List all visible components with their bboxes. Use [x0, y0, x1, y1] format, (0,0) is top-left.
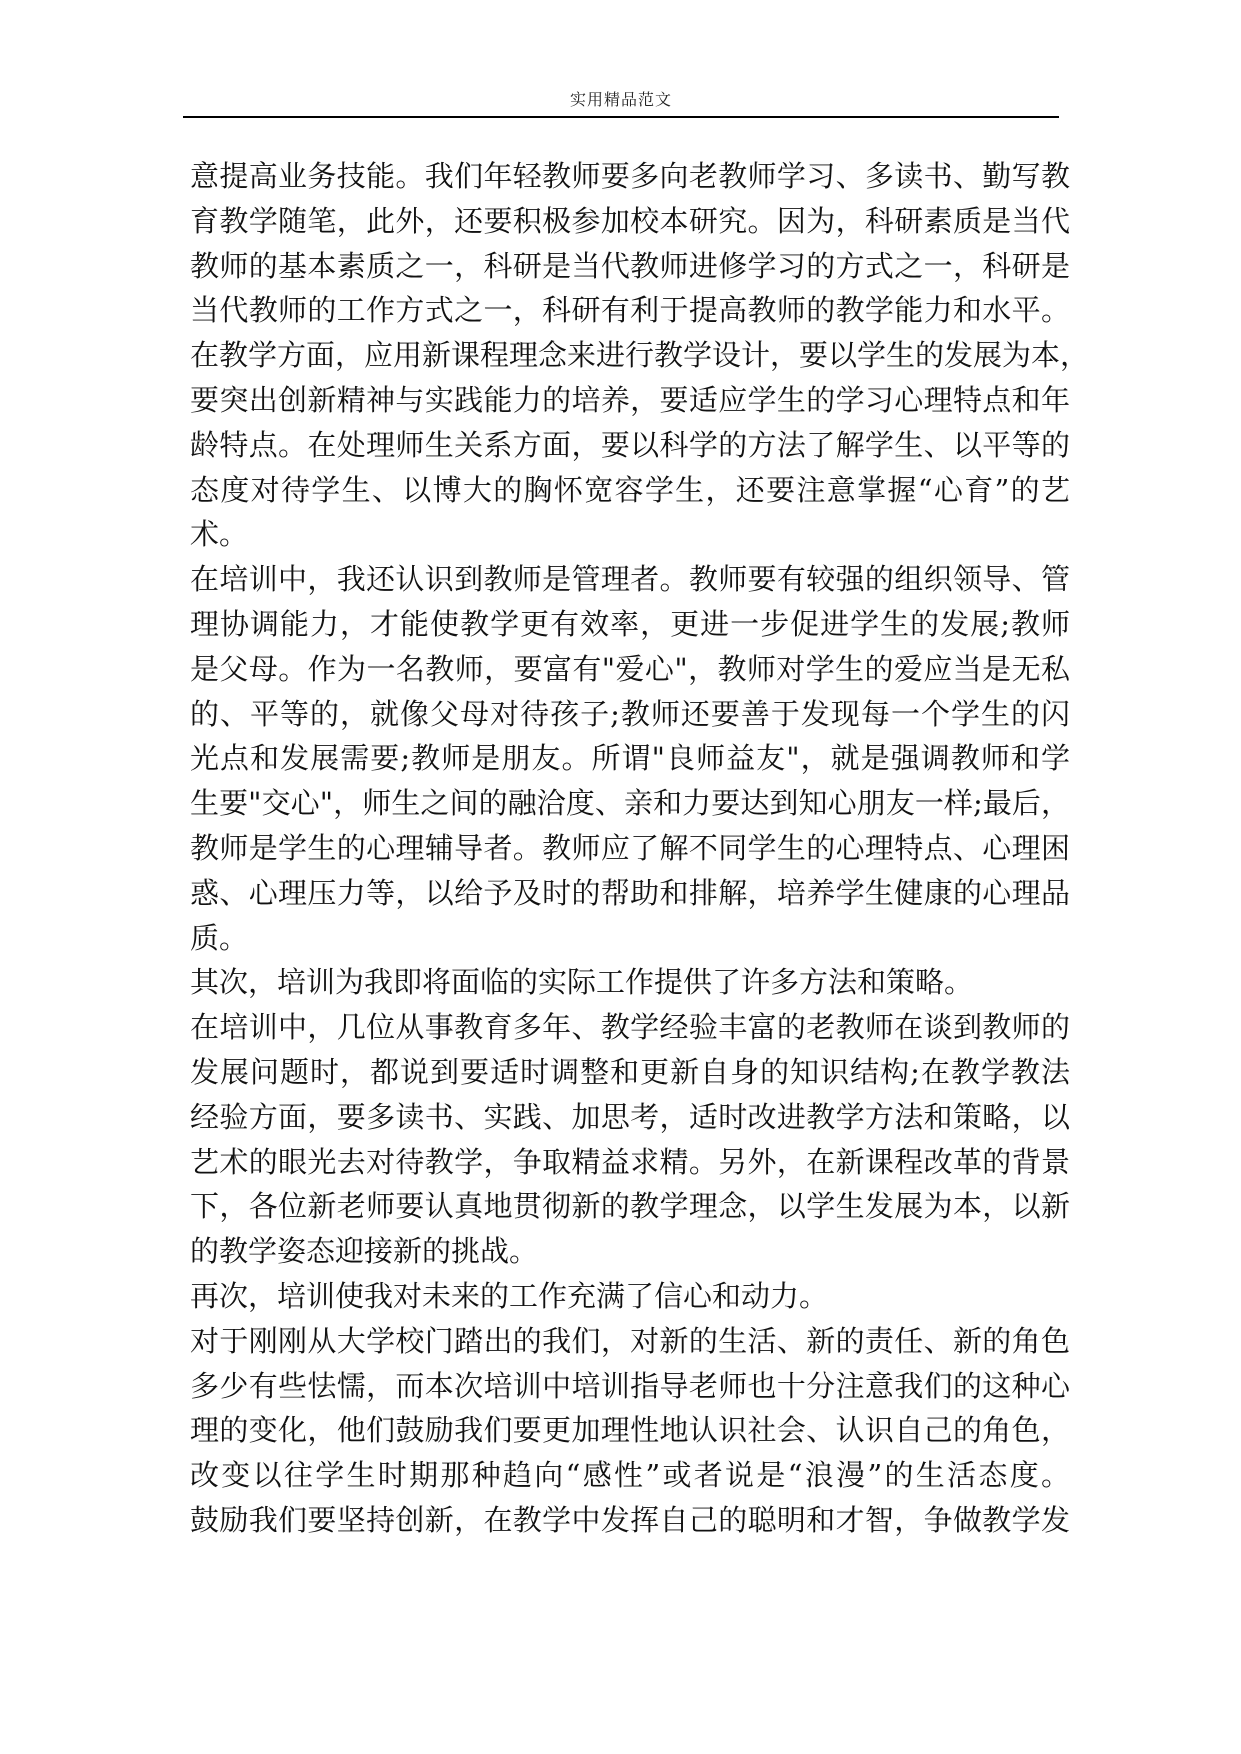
text-line: 在培训中，我还认识到教师是管理者。教师要有较强的组织领导、管: [190, 562, 1070, 597]
header-title: 实用精品范文: [569, 90, 672, 109]
text-line: 鼓励我们要坚持创新，在教学中发挥自己的聪明和才智，争做教学发: [190, 1502, 1070, 1537]
text-line: 理的变化，他们鼓励我们要更加理性地认识社会、认识自己的角色，: [190, 1413, 1070, 1448]
text-line: 生要"交心"，师生之间的融洽度、亲和力要达到知心朋友一样;最后，: [190, 786, 1070, 821]
text-line: 质。: [190, 920, 249, 955]
text-line: 当代教师的工作方式之一，科研有利于提高教师的教学能力和水平。: [190, 293, 1070, 328]
document-body: [190, 154, 1090, 1543]
text-line: 对于刚刚从大学校门踏出的我们，对新的生活、新的责任、新的角色: [190, 1323, 1070, 1358]
page-header: [183, 84, 1059, 118]
text-line: 在培训中，几位从事教育多年、教学经验丰富的老教师在谈到教师的: [190, 1010, 1070, 1045]
text-line: 其次，培训为我即将面临的实际工作提供了许多方法和策略。: [190, 965, 974, 1000]
text-line: 艺术的眼光去对待教学，争取精益求精。另外，在新课程改革的背景: [190, 1144, 1070, 1179]
text-line: 术。: [190, 517, 249, 552]
text-line: 态度对待学生、以博大的胸怀宽容学生，还要注意掌握“心育”的艺: [190, 472, 1070, 507]
text-line: 改变以往学生时期那种趋向“感性”或者说是“浪漫”的生活态度。: [190, 1458, 1070, 1493]
text-line: 惑、心理压力等，以给予及时的帮助和排解，培养学生健康的心理品: [190, 875, 1070, 910]
text-line: 再次，培训使我对未来的工作充满了信心和动力。: [190, 1278, 829, 1313]
text-line: 经验方面，要多读书、实践、加思考，适时改进教学方法和策略，以: [190, 1099, 1070, 1134]
text-line: 意提高业务技能。我们年轻教师要多向老教师学习、多读书、勤写教: [190, 159, 1070, 193]
text-line: 育教学随笔，此外，还要积极参加校本研究。因为，科研素质是当代: [190, 203, 1070, 238]
text-line: 教师是学生的心理辅导者。教师应了解不同学生的心理特点、心理困: [190, 830, 1070, 865]
text-line: 教师的基本素质之一，科研是当代教师进修学习的方式之一，科研是: [190, 248, 1070, 283]
text-line: 的教学姿态迎接新的挑战。: [190, 1234, 539, 1269]
text-line: 在教学方面，应用新课程理念来进行教学设计，要以学生的发展为本，: [190, 338, 1090, 373]
text-line: 是父母。作为一名教师，要富有"爱心"，教师对学生的爱应当是无私: [190, 651, 1070, 686]
text-line: 下，各位新老师要认真地贯彻新的教学理念，以学生发展为本，以新: [190, 1189, 1070, 1224]
text-line: 龄特点。在处理师生关系方面，要以科学的方法了解学生、以平等的: [190, 427, 1070, 462]
text-line: 要突出创新精神与实践能力的培养，要适应学生的学习心理特点和年: [190, 382, 1070, 417]
text-line: 多少有些怯懦，而本次培训中培训指导老师也十分注意我们的这种心: [190, 1368, 1070, 1403]
text-line: 理协调能力，才能使教学更有效率，更进一步促进学生的发展;教师: [190, 606, 1070, 641]
text-line: 光点和发展需要;教师是朋友。所谓"良师益友"，就是强调教师和学: [190, 741, 1070, 776]
text-line: 的、平等的，就像父母对待孩子;教师还要善于发现每一个学生的闪: [190, 696, 1070, 731]
text-line: 发展问题时，都说到要适时调整和更新自身的知识结构;在教学教法: [190, 1054, 1070, 1089]
